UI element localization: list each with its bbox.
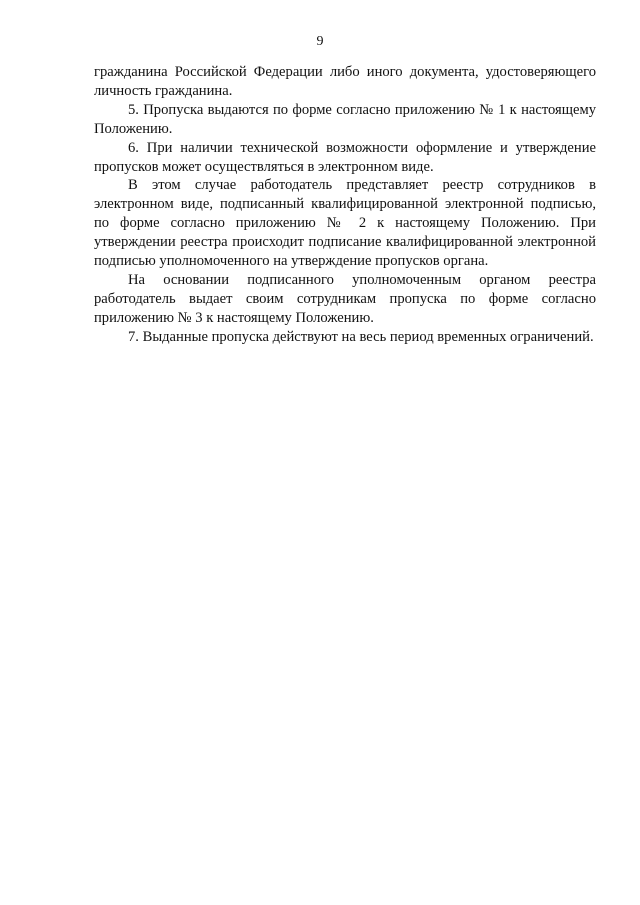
paragraph-item-6-issuance: На основании подписанного уполномоченным органом реестра работодатель выдает своим сотрудникам пропуска по форме согласно приложению № 3 к настоящему Положению. — [94, 271, 596, 326]
paragraph-item-6: 6. При наличии технической возможности оформление и утверждение пропусков может осуществляться в электронном виде. — [94, 139, 596, 175]
page-number: 9 — [316, 34, 324, 49]
document-body — [94, 63, 596, 347]
paragraph-item-5: 5. Пропуска выдаются по форме согласно приложению № 1 к настоящему Положению. — [94, 101, 596, 137]
paragraph-item-7: 7. Выданные пропуска действуют на весь период временных ограничений. — [128, 328, 594, 345]
paragraph-continuation: гражданина Российской Федерации либо иного документа, удостоверяющего личность гражданина. — [94, 64, 596, 99]
paragraph-item-6-electronic-registry: В этом случае работодатель представляет реестр сотрудников в электронном виде, подписанный квалифицированной электронной подписью, по форме согласно приложению № 2 к настоящему Положению. При утверждении реестра происходит подписание квалифицированной электронной подписью уполномоченного на утверждение пропусков органа. — [94, 177, 596, 270]
